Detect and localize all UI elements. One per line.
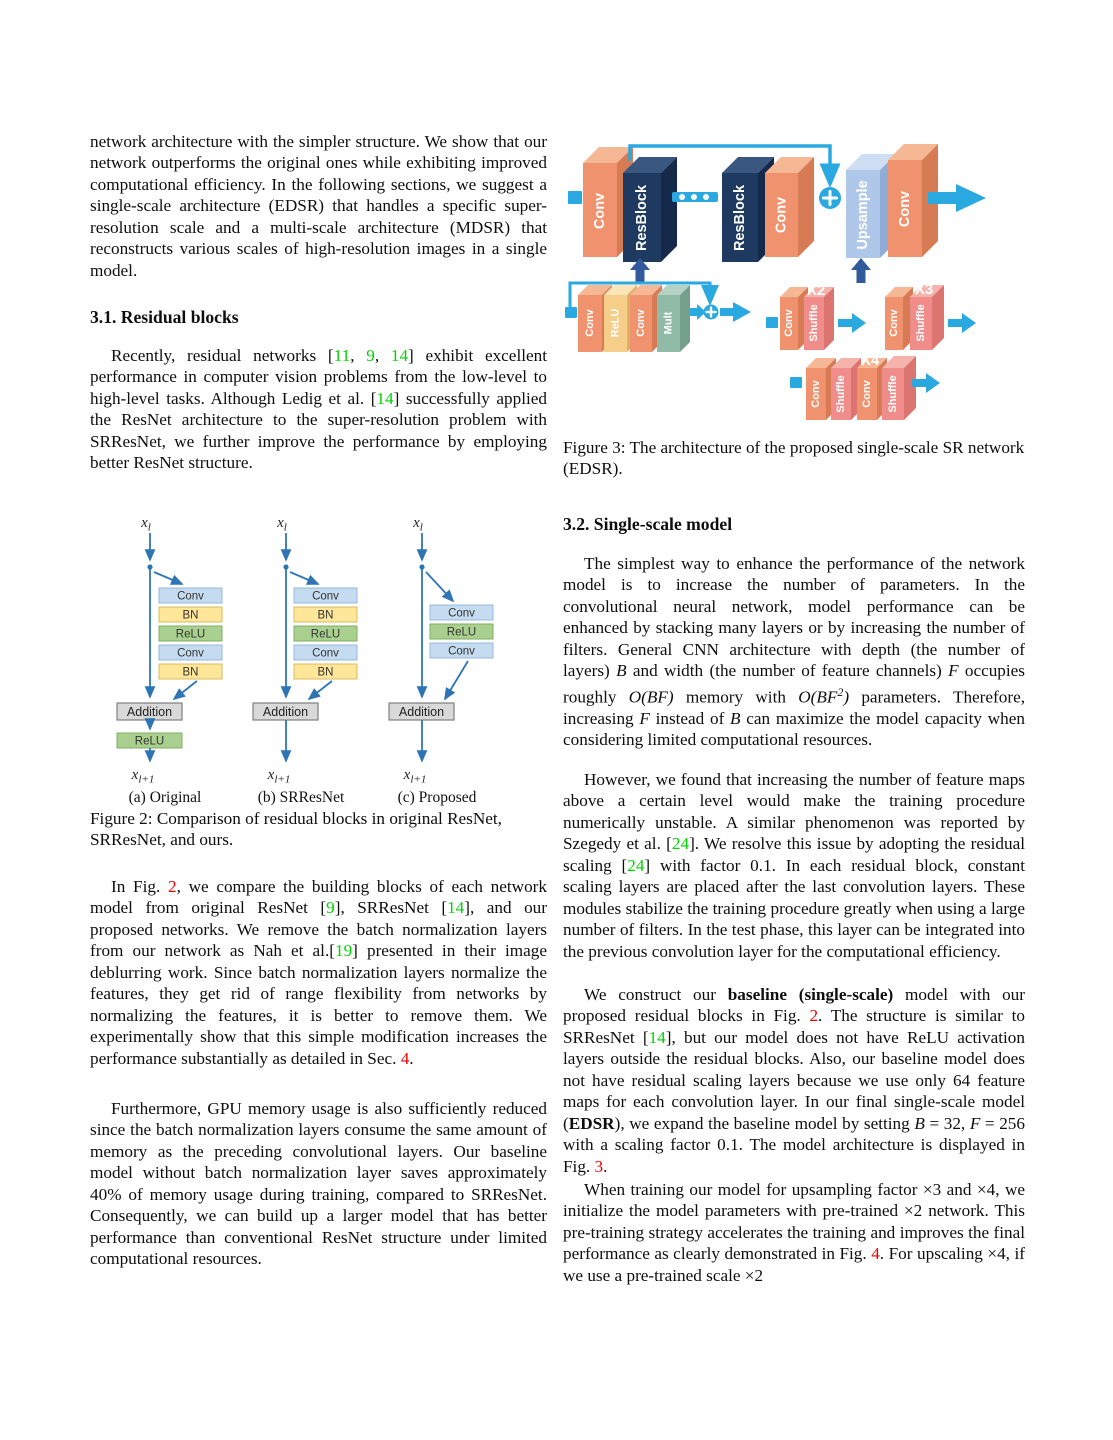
fig2-column-proposed bbox=[389, 515, 493, 806]
paragraph-residual-networks bbox=[90, 345, 547, 474]
citation-ref[interactable]: 11 bbox=[333, 346, 351, 365]
fig3-detail-mult-block bbox=[657, 285, 690, 352]
text-run: 2 bbox=[837, 684, 844, 699]
citation-ref[interactable]: 19 bbox=[334, 941, 353, 961]
fig3-x4-shuffle1-block bbox=[831, 358, 861, 420]
text-run: model with our proposed residual blocks in Fig. bbox=[563, 985, 1025, 1026]
svg-text:Shuffle: Shuffle bbox=[835, 375, 847, 413]
fig3-main-conv2-block bbox=[765, 157, 814, 257]
svg-text:BN: BN bbox=[317, 609, 334, 622]
fig2-xl-label: $x_l$ bbox=[141, 515, 151, 534]
svg-text:Shuffle: Shuffle bbox=[808, 304, 820, 342]
svg-text:ReLU: ReLU bbox=[446, 626, 477, 639]
svg-text:Conv: Conv bbox=[312, 590, 339, 603]
citation-ref[interactable]: 14 bbox=[390, 346, 409, 365]
fig3-ellipsis-connector bbox=[672, 192, 718, 202]
text-run: ] exhibit excellent performance in computer vision problems from the low-level to high-level tasks. Although Ledig et al. [ bbox=[90, 346, 547, 408]
paragraph-furthermore bbox=[90, 1098, 547, 1270]
text-run: However, we found that increasing the number of feature maps above a certain level would make the training procedure numerically unstable. A similar phenomenon was reported by Szegedy et al. [ bbox=[563, 770, 1025, 854]
fig2-caption-b: (b) SRResNet bbox=[257, 789, 345, 806]
fig3-x4-label: X4 bbox=[860, 352, 880, 369]
text-run: ] with factor 0.1. In each residual block, constant scaling layers are placed after the last convolution layers. These modules stabilize the training procedure greatly when using a large number of filters. In the test phase, this layer can be integrated into the previous convolution layer for the computational efficiency. bbox=[563, 855, 1025, 961]
fig3-input-connector bbox=[568, 191, 582, 204]
text-run: ], but our model does not have ReLU activation layers outside the residual blocks. Also, our baseline model does not have residual scaling layers because we use only 64 feature maps for each convolution layer. In our final single-scale model ( bbox=[563, 1027, 1025, 1133]
svg-text:BN: BN bbox=[182, 666, 199, 679]
text-run: Recently, residual networks [ bbox=[111, 346, 334, 365]
svg-text:Conv: Conv bbox=[448, 607, 475, 620]
svg-text:Conv: Conv bbox=[177, 647, 204, 660]
fig3-x2-input-connector bbox=[766, 317, 778, 328]
section-heading-3-2: 3.2. Single-scale model bbox=[563, 514, 733, 534]
text-run: , bbox=[350, 346, 367, 365]
svg-text:Mult: Mult bbox=[662, 311, 675, 335]
text-run: O(BF bbox=[798, 687, 838, 707]
svg-text:xl: $x_l$ bbox=[277, 515, 287, 534]
text-run: , bbox=[374, 346, 391, 365]
figure2-caption: Figure 2: Comparison of residual blocks in original ResNet, SRResNet, and ours. bbox=[90, 809, 502, 850]
fig2-column-original bbox=[117, 515, 222, 806]
svg-text:xl: $x_l$ bbox=[413, 515, 423, 534]
figure3-caption: Figure 3: The architecture of the proposed single-scale SR network (EDSR). bbox=[563, 438, 1025, 479]
text-run: = 32, bbox=[924, 1113, 970, 1133]
fig3-x4-input-connector bbox=[790, 377, 802, 388]
svg-text:Addition: Addition bbox=[126, 705, 173, 719]
fig3-x2-conv-block bbox=[780, 287, 808, 350]
paragraph-simplest-way bbox=[563, 553, 1025, 751]
svg-text:Upsample: Upsample bbox=[855, 180, 871, 250]
text-run: F bbox=[639, 708, 650, 728]
figure-section-ref[interactable]: 4 bbox=[871, 1244, 880, 1264]
text-run: ), we expand the baseline model by setting bbox=[614, 1113, 915, 1133]
svg-text:Conv: Conv bbox=[177, 590, 204, 603]
paragraph-however bbox=[563, 769, 1025, 962]
fig3-sum-node bbox=[819, 187, 841, 209]
citation-ref[interactable]: 24 bbox=[627, 855, 645, 875]
text-run: , we compare the building blocks of each network model from original ResNet [ bbox=[90, 877, 548, 918]
text-run: . The structure is similar to SRResNet [ bbox=[563, 1006, 1025, 1047]
svg-text:ReLU: ReLU bbox=[175, 628, 206, 641]
fig3-x4-output-arrow bbox=[912, 373, 940, 393]
text-run: When training our model for upsampling factor ×3 and ×4, we initialize the model parameters with pre-trained ×2 network. This pre-training strategy accelerates the training and improves the final performance as clearly demonstrated in Fig. bbox=[563, 1180, 1025, 1264]
fig3-detail-sum-node bbox=[704, 305, 719, 320]
citation-ref[interactable]: 9 bbox=[366, 346, 375, 365]
text-run: ], SRResNet [ bbox=[334, 898, 448, 918]
svg-text:ReLU: ReLU bbox=[609, 308, 622, 338]
text-run: Furthermore, GPU memory usage is also sufficiently reduced since the batch normalization layers consume the same amount of memory as the preceding convolutional layers. Our baseline model without batch normalization layer saves approximately 40% of memory usage during training, compared to SRResNet. Consequently, we can build up a larger model that has better performance than conventional ResNet structure under limited computational resources. bbox=[90, 1099, 547, 1269]
svg-text:Conv: Conv bbox=[584, 309, 596, 337]
citation-ref[interactable]: 14 bbox=[376, 388, 394, 408]
fig2-xl1-label: $x_{l+1}$ bbox=[131, 767, 155, 786]
text-run: ) bbox=[843, 687, 850, 707]
text-run: B bbox=[914, 1113, 925, 1133]
text-run: B bbox=[616, 661, 627, 681]
fig3-resblock-detail bbox=[565, 283, 751, 352]
text-run: can maximize the model capacity when considering limited computational resources. bbox=[563, 708, 1025, 750]
figure3-edsr-architecture-diagram bbox=[560, 125, 1030, 430]
svg-text:xl+1: $x_{l+1}$ bbox=[403, 767, 427, 786]
text-run: ]. We resolve this issue by adopting the residual scaling [ bbox=[563, 834, 1025, 875]
svg-text:BN: BN bbox=[317, 666, 334, 679]
citation-ref[interactable]: 9 bbox=[326, 898, 335, 918]
citation-ref[interactable]: 14 bbox=[648, 1027, 666, 1047]
svg-text:Shuffle: Shuffle bbox=[887, 375, 899, 413]
fig3-x3-conv-block bbox=[885, 287, 913, 350]
svg-text:Conv: Conv bbox=[861, 380, 873, 408]
citation-ref[interactable]: 24 bbox=[671, 834, 690, 854]
text-run: F bbox=[948, 661, 959, 681]
svg-text:Conv: Conv bbox=[592, 192, 608, 230]
paragraph-construct-baseline bbox=[563, 984, 1025, 1177]
figure-section-ref[interactable]: 2 bbox=[809, 1006, 819, 1026]
figure-section-ref[interactable]: 2 bbox=[167, 877, 177, 896]
text-run: We construct our bbox=[584, 985, 728, 1004]
paragraph-in-fig2 bbox=[90, 876, 547, 1069]
text-run: EDSR bbox=[568, 1113, 615, 1133]
fig3-x3-label: X3 bbox=[914, 281, 934, 298]
text-run: ] successfully applied the ResNet architecture to the super-resolution problem with SRResNet, we further improve the performance by employing better ResNet structure. bbox=[90, 388, 547, 473]
fig2-caption-c: (c) Proposed bbox=[397, 789, 477, 806]
text-run: memory with bbox=[673, 687, 799, 707]
section-heading-3-1: 3.1. Residual blocks bbox=[90, 307, 239, 327]
svg-text:ResBlock: ResBlock bbox=[732, 184, 748, 252]
svg-text:Conv: Conv bbox=[888, 309, 900, 337]
text-run: occupies roughly bbox=[563, 661, 1025, 707]
text-run: = 256 with a scaling factor 0.1. The model architecture is displayed in Fig. bbox=[563, 1113, 1025, 1176]
fig3-x2-label: X2 bbox=[806, 282, 826, 299]
text-run: B bbox=[730, 708, 741, 728]
figure2-residual-blocks-diagram bbox=[85, 505, 545, 810]
fig3-detail-output-arrow bbox=[720, 302, 751, 322]
text-run: The simplest way to enhance the performance of the network model is to increase the number of parameters. In the convolutional neural network, model performance can be enhanced by stacking many layers or by increasing the number of filters. General CNN architecture with depth (the number of layers) bbox=[563, 554, 1025, 681]
fig3-upsample-detail-arrow bbox=[851, 258, 871, 283]
citation-ref[interactable]: 14 bbox=[447, 898, 465, 918]
svg-text:BN: BN bbox=[182, 609, 199, 622]
figure-section-ref[interactable]: 4 bbox=[400, 1048, 410, 1068]
text-run: parameters. Therefore, increasing bbox=[563, 687, 1025, 728]
svg-text:Conv: Conv bbox=[783, 309, 795, 337]
text-run: F bbox=[969, 1113, 981, 1133]
svg-text:xl+1: $x_{l+1}$ bbox=[267, 767, 291, 786]
svg-text:Conv: Conv bbox=[810, 380, 822, 408]
text-run: instead of bbox=[649, 708, 731, 728]
fig3-upsample-detail bbox=[766, 281, 976, 420]
paragraph-intro bbox=[90, 131, 547, 281]
text-run: ], and our proposed networks. We remove the batch normalization layers from our network as Nah et al.[ bbox=[90, 898, 547, 961]
fig2-column-srresnet bbox=[253, 515, 357, 806]
figure-section-ref[interactable]: 3 bbox=[594, 1156, 604, 1176]
text-run: and width (the number of feature channels) bbox=[626, 661, 949, 681]
fig3-x2-x3-arrow bbox=[838, 313, 866, 333]
svg-text:Addition: Addition bbox=[262, 705, 309, 719]
svg-text:Conv: Conv bbox=[448, 645, 475, 658]
fig3-x3-output-arrow bbox=[948, 313, 976, 333]
fig2-caption-a: (a) Original bbox=[128, 789, 202, 806]
fig3-x4-shuffle2-block bbox=[882, 356, 916, 420]
svg-text:Conv: Conv bbox=[897, 190, 913, 228]
svg-text:ReLU: ReLU bbox=[310, 628, 341, 641]
text-run: In Fig. bbox=[111, 877, 168, 896]
paragraph-training bbox=[563, 1179, 1025, 1286]
svg-text:Addition: Addition bbox=[398, 705, 445, 719]
text-run: O(BF) bbox=[628, 687, 674, 707]
text-run: . bbox=[409, 1048, 414, 1068]
text-run: . For upscaling ×4, if we use a pre-trained scale ×2 bbox=[563, 1244, 1025, 1285]
svg-text:Conv: Conv bbox=[773, 196, 790, 234]
text-run: . bbox=[603, 1156, 608, 1176]
text-run: ] presented in their image deblurring work. Since batch normalization layers normalize the features, they get rid of range flexibility from networks by normalizing the features, it is better to remove them. We experimentally show that this simple modification increases the performance substantially as detailed in Sec. bbox=[90, 941, 547, 1068]
fig3-main-resblock1-block bbox=[623, 157, 677, 262]
text-run: network architecture with the simpler structure. We show that our network outperforms the original ones while exhibiting improved computational efficiency. In the following sections, we suggest a single-scale architecture (EDSR) that handles a specific super-resolution scale and a multi-scale architecture (MDSR) that reconstructs various scales of high-resolution images in a single model. bbox=[90, 132, 547, 280]
svg-text:ReLU: ReLU bbox=[134, 735, 165, 748]
svg-text:Conv: Conv bbox=[312, 647, 339, 660]
text-run: baseline (single-scale) bbox=[727, 985, 894, 1004]
svg-text:Conv: Conv bbox=[635, 309, 647, 337]
svg-text:ResBlock: ResBlock bbox=[634, 184, 650, 252]
svg-text:Shuffle: Shuffle bbox=[915, 304, 927, 342]
